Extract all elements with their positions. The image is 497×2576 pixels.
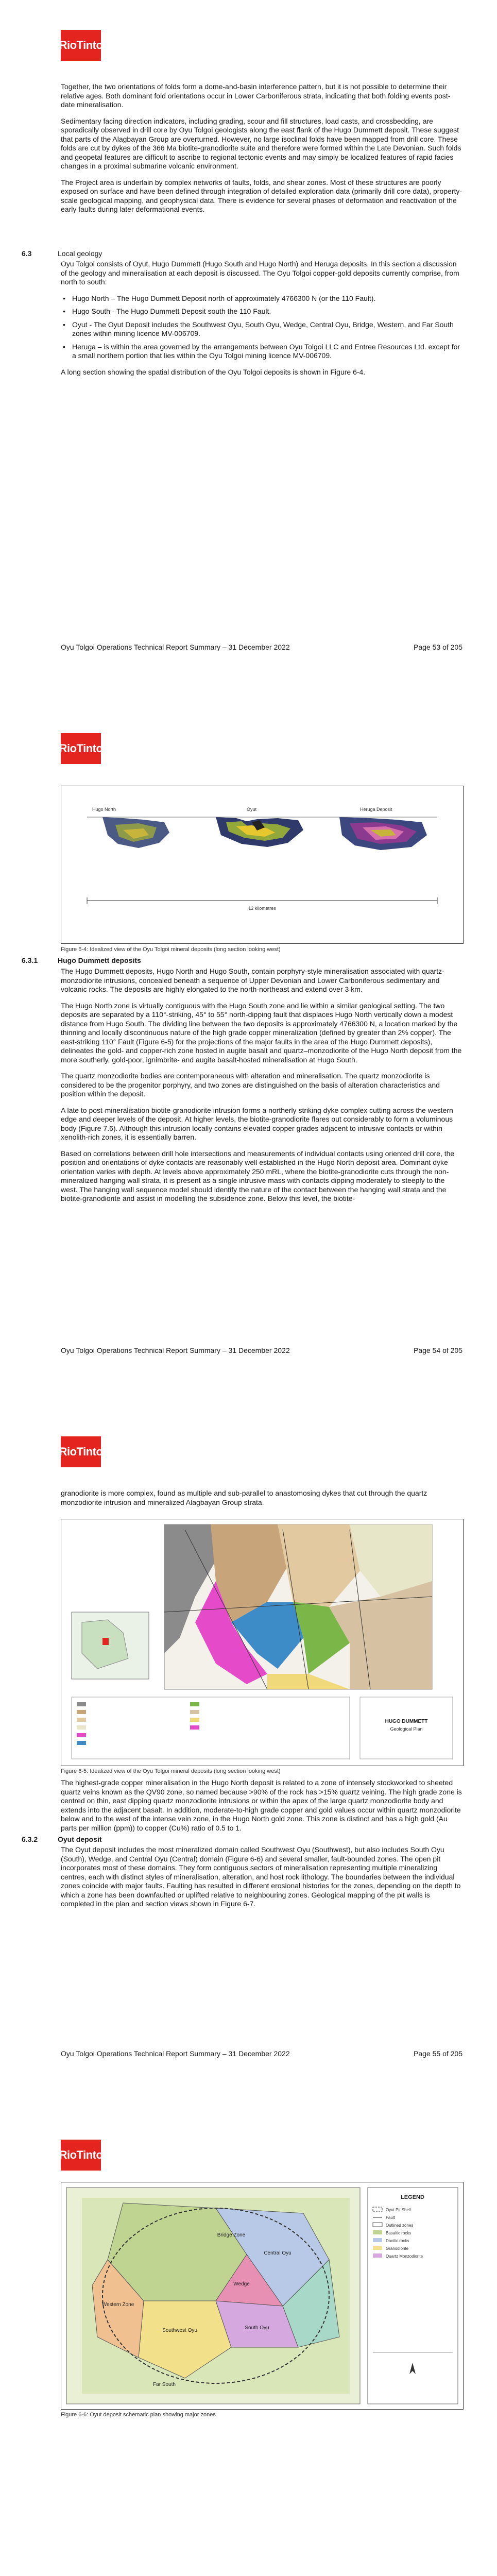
zone-label: Bridge Zone (217, 2232, 246, 2238)
page-footer (61, 2049, 462, 2058)
page-footer (61, 643, 462, 651)
figure-oyut-plan (61, 2182, 464, 2410)
paragraph: Oyu Tolgoi consists of Oyut, Hugo Dummett (Hugo South and Hugo North) and Heruga deposits. In this section a discussion of the geology and mineralisation at each deposit is discussed. The Oyu Tolgoi copper-gold deposits currently comprise, from north to south: (61, 260, 459, 286)
label-oyut: Oyut (247, 807, 257, 812)
legend-subtitle: Geological Plan (390, 1726, 423, 1732)
paragraph: The Hugo Dummett deposits, Hugo North and Hugo South, contain porphyry-style mineralisation associated with quartz-monzodiorite intrusions, concealed beneath a sequence of Upper Devonian and Lower Carboniferous sedimentary and volcanic rocks. The deposits are highly elongated to the north-northeast and extend over 3 km. (61, 967, 444, 993)
page-footer (61, 1346, 462, 1354)
paragraph: Sedimentary facing direction indicators, including grading, scour and fill structures, load casts, and crossbedding, are sporadically observed in drill core by Oyu Tolgoi geologists along the east flank of the Hugo Dummett deposit. These suggest that parts of the Alagbayan Group are overturned. However, no large isoclinal folds have been mapped from drill core. These folds are cut by dykes of the 366 Ma biotite-granodiorite suite and therefore were formed within the Late Devonian. Such folds and geopetal features are difficult to ascribe to regional tectonic events and may simply be localized features of rapid facies changes in a proximal submarine volcanic environment. (61, 116, 461, 170)
figure-geological-plan (61, 1519, 464, 1766)
list-item: • Oyut - The Oyut Deposit includes the Southwest Oyu, South Oyu, Wedge, Central Oyu, Bridge, Western, and Far South zones within mining licence MV-006709. (61, 320, 462, 338)
page-55 (0, 1406, 497, 2110)
page-54 (0, 703, 497, 1406)
section-title: Oyut deposit (58, 1835, 102, 1843)
zone-label: Central Oyu (264, 2250, 292, 2256)
paragraph: The Oyut deposit includes the most mineralized domain called Southwest Oyu (Southwest), but also includes South Oyu (South), Wedge, and Central Oyu (Central) domain (Figure 6-6) and several smaller, fault-bounded zones. The open pit incorporates most of these domains. They form contiguous sectors of mineralisation representing multiple mineralizing centres, each with distinct styles of mineralisation, alteration, and host rock lithology. The boundaries between the individual zones coincide with major faults. Faulting has resulted in different erosional histories for the zones, depending on the depth to which a zone has been downfaulted or uplifted relative to neighbouring zones. Geological mapping of the pit walls is completed in the plan and section views shown in Figure 6-7. (61, 1845, 461, 1908)
paragraph: The highest-grade copper mineralisation in the Hugo North deposit is related to a zone of intensely stockworked to sheeted quartz veins known as the QV90 zone, so named because >90% of the rock has >15% quartz veining. The high grade zone is centred on thin, east dipping quartz monzodiorite intrusions or within the apex of the large quartz monzodiorite body and extends into the adjacent basalt. In addition, moderate-to-high grade copper and gold values occur within quartz monzodiorite below and to the west of the intense vein zone, in the Hugo North gold zone. This zone is distinct and has a high gold (Au parts per million (ppm)) to copper (Cu%) ratio of 0.5 to 1. (61, 1778, 462, 1832)
figure-long-section (61, 786, 464, 944)
section-title: Hugo Dummett deposits (58, 956, 141, 964)
body-text (61, 1778, 462, 1840)
zone-label: Southwest Oyu (162, 2328, 197, 2333)
section-number: 6.3.1 (22, 956, 38, 964)
section-heading (22, 249, 102, 258)
scale-label: 12 kilometres (248, 906, 276, 911)
list-item: • Heruga – is within the area governed by the arrangements between Oyu Tolgoi LLC and Entree Resources Ltd. except for a small northern portion that lies within the Oyu Tolgoi mining licence MV-006709. (61, 343, 462, 361)
legend-item: Dacitic rocks (386, 2239, 409, 2243)
footer-title: Oyu Tolgoi Operations Technical Report Summary – 31 December 2022 (61, 2049, 290, 2058)
legend-item: Quartz Monzodiorite (386, 2254, 423, 2259)
page-56 (0, 2110, 497, 2576)
body-text (61, 1489, 462, 1514)
zone-label: South Oyu (245, 2325, 269, 2331)
paragraph: The quartz monzodiorite bodies are contemporaneous with alteration and mineralisation. The quartz monzodiorite is considered to be the progenitor porphyry, and two zones are distinguished on the basis of alteration characteristics and position within the deposit. (61, 1072, 440, 1098)
zone-label: Far South (153, 2382, 176, 2387)
figure-caption: Figure 6-5: Idealized view of the Oyu Tolgoi mineral deposits (long section looking west) (61, 1768, 281, 1774)
body-text (61, 82, 462, 222)
body-text (61, 967, 462, 1211)
page-number: Page 54 of 205 (414, 1346, 462, 1354)
rio-tinto-logo: RioTinto (61, 30, 101, 61)
rio-tinto-logo: RioTinto (61, 733, 101, 764)
label-heruga: Heruga Deposit (360, 807, 392, 812)
legend-item: Fault (386, 2215, 395, 2220)
page-53 (0, 0, 497, 703)
list-item: • Hugo North – The Hugo Dummett Deposit north of approximately 4766300 N (or the 110 Fault). (61, 294, 462, 303)
paragraph: Together, the two orientations of folds form a dome-and-basin interference pattern, but it is not possible to determine their relative ages. Both dominant fold orientations occur in Lower Carboniferous strata, indicating that both folding events post-date mineralisation. (61, 82, 451, 109)
rio-tinto-logo: RioTinto (61, 2140, 101, 2171)
rio-tinto-logo: RioTinto (61, 1436, 101, 1467)
paragraph: A long section showing the spatial distribution of the Oyu Tolgoi deposits is shown in Figure 6-4. (61, 367, 366, 376)
section-number: 6.3.2 (22, 1835, 38, 1843)
paragraph: The Hugo North zone is virtually contiguous with the Hugo South zone and lie within a similar geological setting. The two deposits are separated by a 110°-striking, 45° to 55° north-dipping fault that displaces Hugo North vertically down a modest distance from Hugo South. The dividing line between the two deposits is approximately 4766300 N, a location marked by the thinning and locally discontinuous nature of the high grade copper mineralization (defined by greater than 2% copper). The east-striking 110° Fault (Figure 6-5) for the projections of the major faults in the area of the Hugo Dummett deposits), delineates the gold- and copper-rich zone hosted in augite basalt and quartz–monzodiorite of the Hugo North deposit from the more southerly, gold-poor, ignimbrite- and augite basalt-hosted mineralisation at Hugo South. (61, 1001, 462, 1064)
label-hugo-north: Hugo North (92, 807, 116, 812)
geological-plan-map (61, 1519, 463, 1766)
long-section-diagram (61, 786, 463, 943)
section-heading (22, 1835, 102, 1843)
legend-item: Granodiorite (386, 2246, 409, 2251)
list-item: • Hugo South - The Hugo Dummett Deposit south the 110 Fault. (61, 307, 462, 316)
zone-label: Western Zone (101, 2302, 134, 2308)
legend-title: LEGEND (401, 2194, 424, 2200)
section-number: 6.3 (22, 249, 32, 258)
paragraph: The Project area is underlain by complex networks of faults, folds, and shear zones. Most of these structures are poorly exposed on surface and have been defined through integration of detailed exploration data (primarily drill core data), property-scale geological mapping, and geophysical data. There is evidence for several phases of deformation and reactivation of the early faults during later deformational events. (61, 178, 462, 213)
oyut-plan-map (61, 2182, 463, 2409)
paragraph: granodiorite is more complex, found as multiple and sub-parallel to anastomosing dykes that cut through the quartz monzodiorite intrusion and mineralized Alagbayan Group strata. (61, 1489, 427, 1506)
footer-title: Oyu Tolgoi Operations Technical Report Summary – 31 December 2022 (61, 643, 290, 651)
deposit-list (61, 294, 462, 361)
zone-label: Wedge (233, 2281, 250, 2287)
figure-caption: Figure 6-4: Idealized view of the Oyu Tolgoi mineral deposits (long section looking west) (61, 946, 281, 953)
page-number: Page 53 of 205 (414, 643, 462, 651)
paragraph: A late to post-mineralisation biotite-granodiorite intrusion forms a northerly striking dyke complex cutting across the western edge and deeper levels of the deposit. At higher levels, the biotite-granodiorite flares out considerably to form a voluminous body (Figure 7.6). Although this intrusion locally contains elevated copper grades adjacent to intrusive contacts or within xenolith-rich zones, it is essentially barren. (61, 1106, 453, 1141)
paragraph: Based on correlations between drill hole intersections and measurements of individual contacts using oriented drill core, the position and orientations of dyke contacts are reasonably well established in the Hugo North deposit area. Dominant dyke orientation varies with depth. At levels above approximately 250 mRL, where the biotite-granodiorite cuts through the non-mineralized hanging wall strata, it is present as a single intrusive mass with contacts dipping moderately to steeply to the west. The hanging wall sequence model should identify the nature of the contact between the hanging wall strata and the biotite-granodiorite and assist in modelling the subsidence zone. Below this level, the biotite- (61, 1149, 455, 1202)
body-text (61, 260, 462, 384)
section-title: Local geology (58, 249, 102, 258)
page-number: Page 55 of 205 (414, 2049, 462, 2058)
legend-item: Basaltic rocks (386, 2231, 412, 2235)
footer-title: Oyu Tolgoi Operations Technical Report Summary – 31 December 2022 (61, 1346, 290, 1354)
legend-item: Oyut Pit Shell (386, 2208, 411, 2212)
body-text (61, 1845, 462, 1916)
legend-title: HUGO DUMMETT (385, 1719, 428, 1724)
figure-caption: Figure 6-6: Oyut deposit schematic plan showing major zones (61, 2412, 216, 2418)
section-heading (22, 956, 141, 964)
legend-item: Outlined zones (386, 2223, 414, 2228)
